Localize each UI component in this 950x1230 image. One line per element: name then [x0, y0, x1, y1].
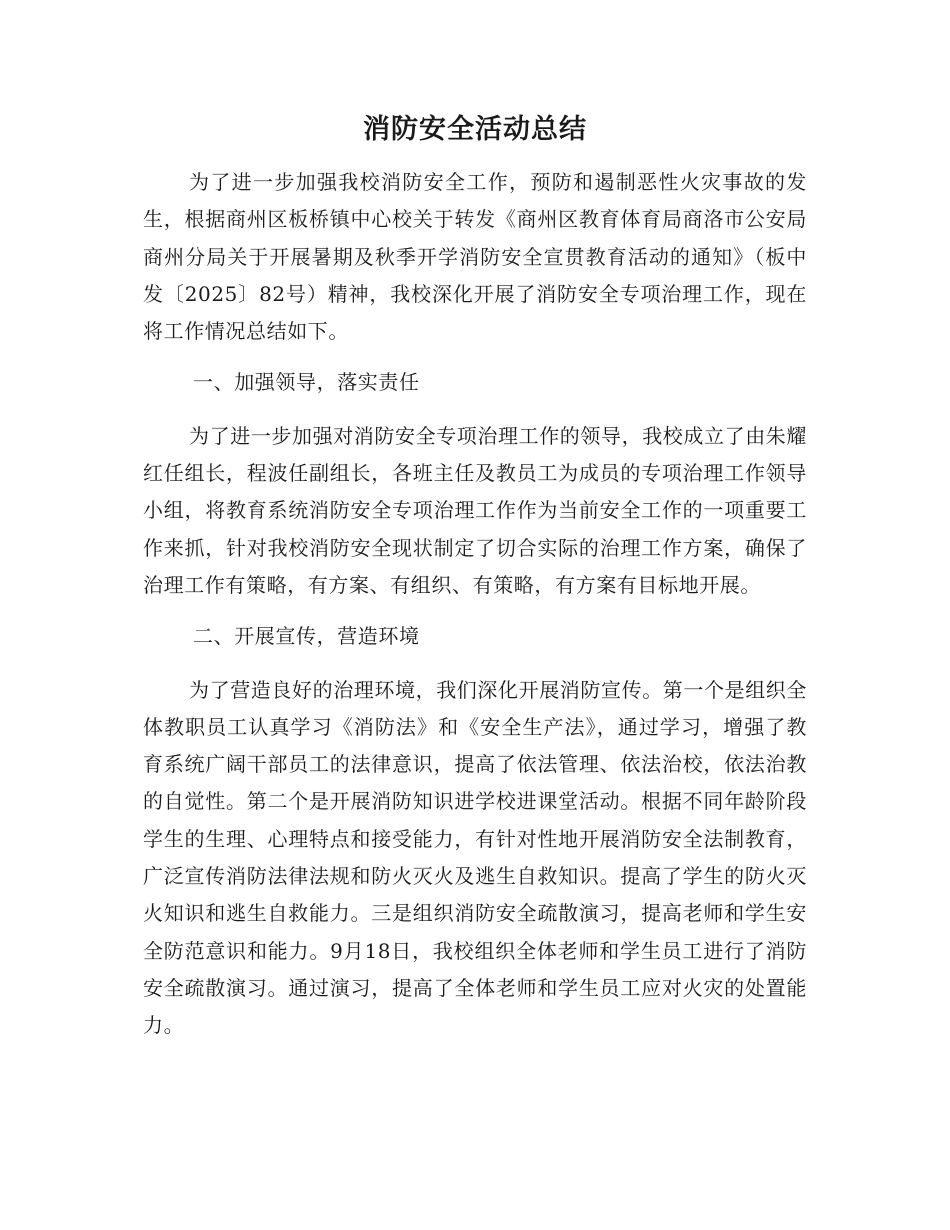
section-1-heading: 一、加强领导，落实责任	[193, 370, 420, 395]
document-title: 消防安全活动总结	[363, 114, 587, 145]
section-2-body: 为了营造良好的治理环境，我们深化开展消防宣传。第一个是组织全体教职员工认真学习《消防法》和《安全生产法》，通过学习，增强了教育系统广阔干部员工的法律意识，提高了依法管理、依法治校，依法治教的自觉性。第二个是开展消防知识进学校进课堂活动。根据不同年龄阶段学生的生理、心理特点和接受能力，有针对性地开展消防安全法制教育，广泛宣传消防法律法规和防火灭火及逃生自救知识。提高了学生的防火灭火知识和逃生自救能力。三是组织消防安全疏散演习，提高老师和学生安全防范意识和能力。9月18日，我校组织全体老师和学生员工进行了消防安全疏散演习。通过演习，提高了全体老师和学生员工应对火灾的处置能力。	[143, 677, 807, 1038]
section-1-body: 为了进一步加强对消防安全专项治理工作的领导，我校成立了由朱耀红任组长，程波任副组长，各班主任及教员工为成员的专项治理工作领导小组，将教育系统消防安全专项治理工作作为当前安全工作的一项重要工作来抓，针对我校消防安全现状制定了切合实际的治理工作方案，确保了治理工作有策略，有方案、有组织、有策略，有方案有目标地开展。	[143, 423, 807, 597]
section-2-heading: 二、开展宣传，营造环境	[193, 624, 420, 649]
document-page	[143, 110, 807, 1045]
intro-paragraph: 为了进一步加强我校消防安全工作，预防和遏制恶性火灾事故的发生，根据商州区板桥镇中心校关于转发《商州区教育体育局商洛市公安局商州分局关于开展暑期及秋季开学消防安全宣贯教育活动的通知》（板中发〔2025〕82号）精神，我校深化开展了消防安全专项治理工作，现在将工作情况总结如下。	[143, 170, 807, 344]
